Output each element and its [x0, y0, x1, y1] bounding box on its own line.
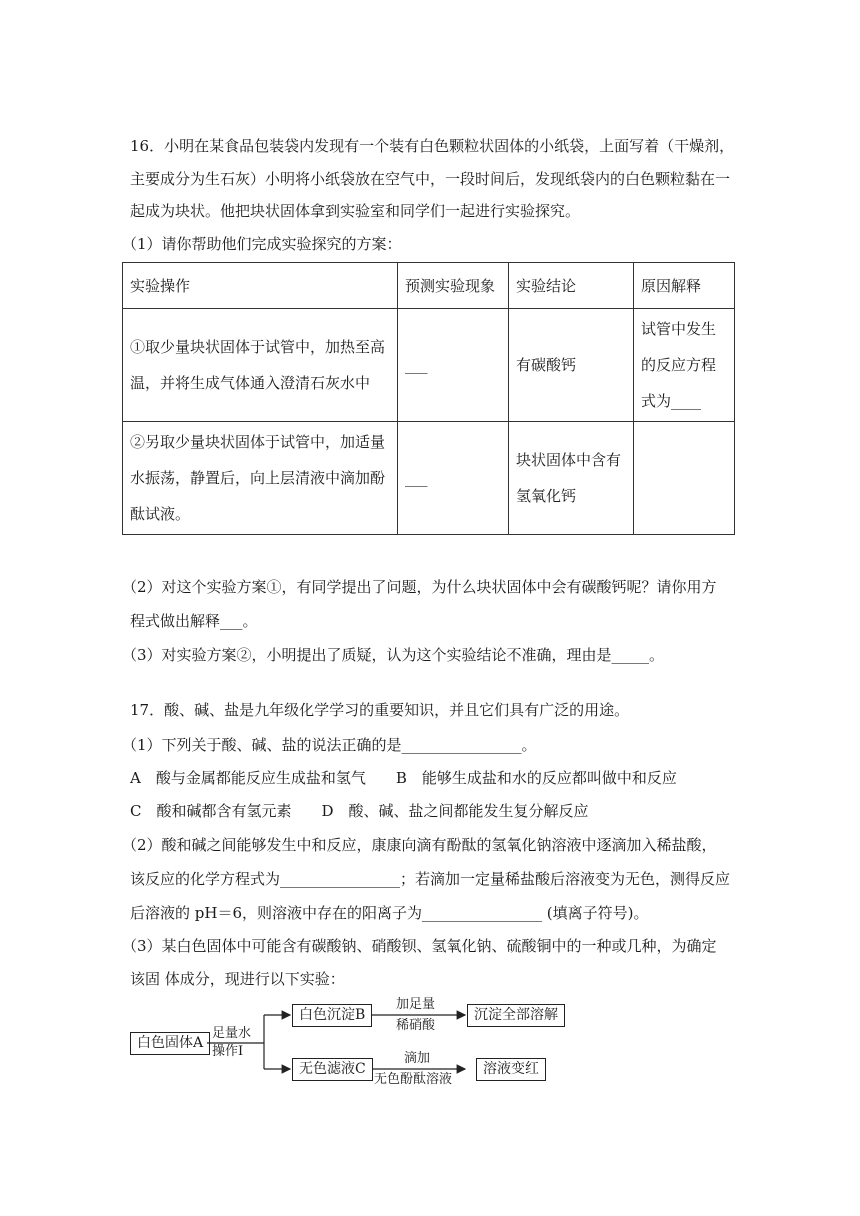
row1-reason-line: 式为____ — [641, 392, 702, 410]
flow-lower-arrow-top-label: 滴加 — [404, 1051, 431, 1066]
row1-phenomenon-blank: ___ — [398, 309, 509, 422]
header-conclusion: 实验结论 — [509, 263, 634, 309]
row1-operation-line: 温，并将生成气体通入澄清石灰水中 — [130, 374, 371, 392]
flow-filtrate-box: 无色滤液C — [292, 1058, 373, 1081]
flow-start-box: 白色固体A — [130, 1032, 210, 1055]
flow-upper-result-box: 沉淀全部溶解 — [467, 1004, 565, 1027]
row2-operation-line: ②另取少量块状固体于试管中，加适量 — [130, 433, 386, 451]
q16-intro-line-2: 主要成分为生石灰）小明将小纸袋放在空气中，一段时间后，发现纸袋内的白色颗粒黏在一 — [130, 170, 731, 188]
flow-step1-bottom-label: 操作Ⅰ — [212, 1044, 244, 1059]
row2-phenomenon-blank: ___ — [398, 422, 509, 535]
q17-part2-line-3: 后溶液的 pH＝6，则溶液中存在的阳离子为________________ (填离子符号)。 — [130, 904, 649, 922]
flow-precipitate-box: 白色沉淀B — [292, 1004, 372, 1027]
q16-intro-line-3: 起成为块状。他把块状固体拿到实验室和同学们一起进行实验探究。 — [130, 202, 581, 220]
q17-part2-line-1: （2）酸和碱之间能够发生中和反应，康康向滴有酚酞的氢氧化钠溶液中逐滴加入稀盐酸， — [122, 836, 717, 854]
flow-lower-arrow-bottom-label: 无色酚酞溶液 — [374, 1072, 453, 1087]
row2-operation-line: 水振荡，静置后，向上层清液中滴加酚 — [130, 469, 386, 487]
q16-intro-line-1: 16．小明在某食品包装袋内发现有一个装有白色颗粒状固体的小纸袋，上面写着（干燥剂， — [130, 137, 735, 155]
q17-part1: （1）下列关于酸、碱、盐的说法正确的是________________。 — [122, 736, 537, 754]
flow-step1-top-label: 足量水 — [212, 1026, 252, 1041]
flow-upper-arrow-bottom-label: 稀硝酸 — [396, 1018, 436, 1033]
flow-upper-arrow-top-label: 加足量 — [396, 997, 436, 1012]
q16-part3: （3）对实验方案②，小明提出了质疑，认为这个实验结论不准确，理由是_____。 — [122, 646, 665, 664]
q16-part1: （1）请你帮助他们完成实验探究的方案： — [122, 235, 402, 253]
q17-part2-line-2: 该反应的化学方程式为________________；若滴加一定量稀盐酸后溶液变为无色，测得反应 — [130, 870, 731, 888]
header-reason: 原因解释 — [634, 263, 735, 309]
row2-conclusion-line: 氢氧化钙 — [516, 487, 577, 505]
q16-part2-line-2: 程式做出解释___。 — [130, 612, 258, 630]
header-operation: 实验操作 — [123, 263, 398, 309]
header-phenomenon: 预测实验现象 — [398, 263, 509, 309]
row2-conclusion-line: 块状固体中含有 — [516, 451, 622, 469]
row1-reason-line: 试管中发生 — [641, 320, 717, 338]
row1-operation-line: ①取少量块状固体于试管中，加热至高 — [130, 338, 386, 356]
q17-options-ab: A 酸与金属都能反应生成盐和氢气 B 能够生成盐和水的反应都叫做中和反应 — [130, 769, 677, 787]
flow-lower-result-box: 溶液变红 — [476, 1058, 546, 1081]
row1-conclusion: 有碳酸钙 — [509, 309, 634, 422]
q17-part3-line-2: 该固 体成分，现进行以下实验： — [130, 970, 345, 988]
row2-operation-line: 酞试液。 — [130, 505, 191, 523]
q17-part3-line-1: （3）某白色固体中可能含有碳酸钠、硝酸钡、氢氧化钠、硫酸铜中的一种或几种，为确定 — [122, 937, 717, 955]
q17-intro: 17．酸、碱、盐是九年级化学学习的重要知识，并且它们具有广泛的用途。 — [130, 701, 630, 719]
q16-part2-line-1: （2）对这个实验方案①，有同学提出了问题，为什么块状固体中会有碳酸钙呢？请你用方 — [122, 578, 717, 596]
q17-options-cd: C 酸和碱都含有氢元素 D 酸、碱、盐之间都能发生复分解反应 — [130, 802, 589, 820]
row1-reason-line: 的反应方程 — [641, 356, 717, 374]
